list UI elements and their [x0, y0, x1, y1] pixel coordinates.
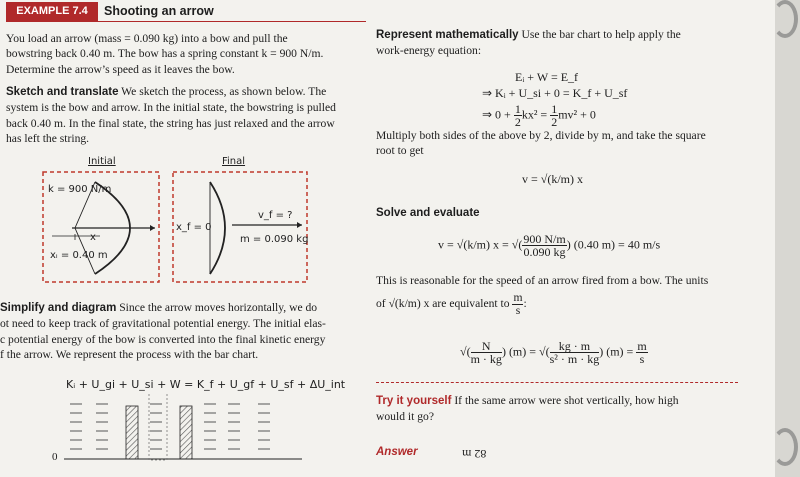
- sketch-heading: Sketch and translate: [6, 86, 119, 98]
- bar-term: U_si: [131, 378, 158, 391]
- arrow-mass-label: m = 0.090 kg: [240, 234, 309, 245]
- sketch-line: system is the bow and arrow. In the initial state, the bowstring is pulled: [6, 101, 336, 115]
- final-arrowhead: [297, 222, 302, 228]
- represent-heading: Represent mathematically: [376, 29, 519, 41]
- try-line: would it go?: [376, 410, 434, 424]
- units-m-paren: (m): [508, 344, 527, 359]
- bar-term: U_sf: [270, 378, 297, 391]
- bar-term: Kᵢ: [66, 378, 79, 391]
- represent-text: work-energy equation:: [376, 44, 482, 58]
- x-axis-label: x: [90, 232, 96, 243]
- initial-position-label: xᵢ = 0.40 m: [50, 250, 108, 261]
- equation-expanded: ⇒ Kᵢ + U_si + 0 = K_f + U_sf: [482, 86, 628, 100]
- binder-ring-icon: [772, 428, 798, 466]
- half-num: 1: [514, 102, 521, 116]
- units-kgm: kg · m: [550, 340, 600, 353]
- solve-heading: Solve and evaluate: [376, 207, 480, 219]
- problem-statement: [6, 31, 366, 77]
- m-over-s: [636, 340, 647, 365]
- represent-paragraph: [376, 27, 716, 59]
- initial-label: Initial: [88, 156, 116, 167]
- example-label: EXAMPLE 7.4: [6, 2, 98, 21]
- simplify-paragraph: [0, 300, 362, 362]
- eq3-mid: kx² =: [521, 107, 551, 122]
- problem-line: Determine the arrow’s speed as it leaves the bow.: [6, 62, 235, 76]
- units-equation: √( $\frac{N}{m \cdot kg}$ ) (m) = √( $\frac{kg \cdot m}{\text{s² · m · kg}}$ ) (m) = $\frac{m}{s}$: [460, 339, 647, 366]
- half-num: 1: [551, 102, 558, 116]
- energy-bar-chart: [52, 378, 352, 468]
- simplify-line: f the arrow. We represent the process with the bar chart.: [0, 347, 259, 361]
- bar-term: =: [184, 378, 197, 391]
- bar-chart-terms: [66, 378, 345, 391]
- bar-chart-zero-label: 0: [52, 451, 58, 463]
- solve-eq-lead: v = √(k/m) x = √(: [438, 237, 523, 252]
- bar-chart-gridlines: [70, 404, 270, 449]
- units-s: s: [515, 304, 521, 318]
- sketch-line: We sketch the process, as shown below. The: [118, 85, 327, 98]
- units-s: s: [639, 352, 645, 366]
- sketch-line: back 0.40 m. In the final state, the string has just relaxed and the arrow: [6, 116, 335, 130]
- bar-term: +: [257, 378, 271, 391]
- try-line: If the same arrow were shot vertically, how high: [451, 394, 679, 407]
- simplify-line: ot need to keep track of gravitational potential energy. The initial elas-: [0, 317, 326, 331]
- bar-term: ΔU_int: [309, 378, 346, 391]
- bow-sketch-figure: [40, 150, 340, 290]
- try-divider: [376, 382, 738, 383]
- final-velocity-label: v_f = ?: [258, 210, 293, 221]
- multiply-line: Multiply both sides of the above by 2, divide by m, and take the square: [376, 129, 706, 142]
- Kf-bar: [180, 406, 192, 459]
- reasonable-of: of: [376, 297, 386, 311]
- answer-upside-down: 82 m: [462, 447, 487, 461]
- k-value: 900 N/m: [523, 232, 566, 246]
- solve-result: (0.40 m) = 40 m/s: [573, 237, 661, 252]
- equation-energy: Eᵢ + W = E_f: [515, 70, 579, 84]
- simplify-line: c potential energy of the bow is converted into the final kinetic energy: [0, 332, 326, 346]
- try-paragraph: [376, 393, 716, 425]
- simplify-heading: Simplify and diagram: [0, 302, 117, 314]
- bar-chart-axes: [52, 394, 352, 468]
- initial-arrowhead: [150, 225, 155, 231]
- sketch-paragraph: [6, 84, 368, 146]
- k-over-m-fraction: [522, 233, 566, 258]
- example-title: Shooting an arrow: [104, 4, 214, 18]
- units-m: m: [637, 339, 647, 353]
- units-mkg: m · kg: [470, 352, 502, 366]
- try-heading: Try it yourself: [376, 395, 452, 407]
- binder-ring-icon: [772, 0, 798, 38]
- bar-term: +: [157, 378, 170, 391]
- kgm-over-s2mkg: [550, 340, 600, 365]
- answer-label: Answer: [376, 446, 418, 458]
- units-n: N: [471, 340, 502, 353]
- multiply-paragraph: [376, 128, 738, 159]
- simplify-line: Since the arrow moves horizontally, we do: [116, 301, 318, 314]
- reasonable-line: This is reasonable for the speed of an arrow fired from a bow. The units: [376, 274, 709, 287]
- multiply-line: root to get: [376, 144, 424, 158]
- half-fraction: [514, 103, 522, 128]
- represent-text: Use the bar chart to help apply the: [518, 28, 681, 41]
- velocity-formula: v = √(k/m) x: [522, 172, 584, 186]
- final-label: Final: [222, 156, 246, 167]
- half-den: 2: [551, 115, 558, 129]
- bar-term: +: [78, 378, 92, 391]
- units-m-paren: (m): [606, 344, 624, 359]
- reasonable-paragraph: This is reasonable for the speed of an arrow fired from a bow. The units of √(k/m) x are equivalent to $\frac{m}{s}$ :: [376, 273, 738, 317]
- Usi-bar: [126, 406, 138, 459]
- half-den: 2: [514, 115, 521, 129]
- spring-constant-label: k = 900 N/m: [48, 184, 112, 195]
- final-position-label: x_f = 0: [176, 222, 212, 233]
- final-bow: [210, 182, 225, 274]
- bar-term: U_gi: [91, 378, 119, 391]
- eq3-suffix: mv² + 0: [558, 107, 596, 122]
- problem-line: bowstring back 0.40 m. The bow has a spring constant k = 900 N/m.: [6, 47, 324, 61]
- solve-equation: [438, 233, 660, 258]
- bar-term: W: [169, 378, 185, 391]
- equation-substituted: [482, 103, 596, 128]
- reasonable-equiv: x are equivalent to: [423, 297, 510, 311]
- header-rule: [6, 21, 366, 22]
- problem-line: You load an arrow (mass = 0.090 kg) into a bow and pull the: [6, 32, 288, 45]
- bar-term: U_gf: [229, 378, 258, 391]
- bar-term: +: [296, 378, 310, 391]
- sketch-line: has left the string.: [6, 131, 90, 145]
- binding-edge: [775, 0, 800, 477]
- units-fraction: [512, 292, 523, 317]
- units-s2mkg: s² · m · kg: [549, 352, 600, 366]
- mass-value: 0.090 kg: [523, 245, 566, 259]
- units-m: m: [513, 291, 523, 305]
- half-fraction: [550, 103, 558, 128]
- bar-term: +: [216, 378, 230, 391]
- eq3-prefix: ⇒ 0 +: [482, 107, 514, 122]
- n-over-mkg: [471, 340, 502, 365]
- bar-term: +: [118, 378, 132, 391]
- bar-term: K_f: [196, 378, 217, 391]
- solve-eq-close: ): [566, 237, 574, 252]
